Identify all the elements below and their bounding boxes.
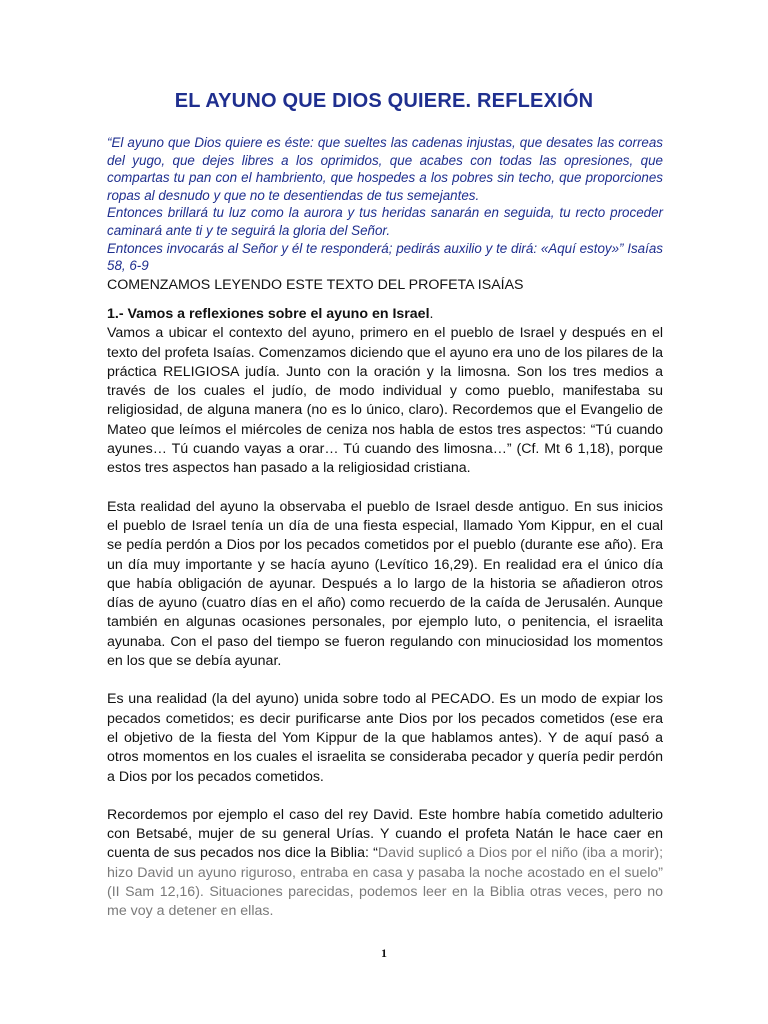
quote-line-2: Entonces brillará tu luz como la aurora y tus heridas sanarán en seguida, tu recto proceder caminará ante ti y te seguirá la gloria del Señor. [107, 205, 663, 238]
quote-line-3: Entonces invocarás al Señor y él te responderá; pedirás auxilio y te dirá: «Aquí estoy»” Isaías 58, 6-9 [107, 240, 663, 274]
paragraph-4-open-quote: “ [373, 845, 378, 862]
subheading-bold: 1.- Vamos a reflexiones sobre el ayuno en Israel [107, 306, 430, 322]
section-heading: COMENZAMOS LEYENDO ESTE TEXTO DEL PROFETA ISAÍAS [107, 277, 524, 293]
quote-line-1: “El ayuno que Dios quiere es éste: que sueltes las cadenas injustas, que desates las correas del yugo, que dejes libres a los oprimidos, que acabes con todas las opresiones, que compartas tu pan con el hambriento, que hospedes a los pobres sin techo, que proporciones ropas al desnudo y que no te desentiendas de tus semejantes. [107, 135, 663, 203]
page-number: 1 [381, 946, 387, 960]
body-text [107, 305, 663, 941]
paragraph-1: Vamos a ubicar el contexto del ayuno, primero en el pueblo de Israel y después en el texto del profeta Isaías. Comenzamos diciendo que el ayuno era uno de los pilares de la práctica RELIGIOSA judía. Junto con la oración y la limosna. Son los tres medios a través de los cuales el judío, de modo individual y como pueblo, manifestaba su religiosidad, de alguna manera (no es lo único, claro). Recordemos que el Evangelio de Mateo que leímos el miércoles de ceniza nos habla de estos tres aspectos: “Tú cuando ayunes… Tú cuando vayas a orar… Tú cuando des limosna…” (Cf. Mt 6 1,18), porque estos tres aspectos han pasado a la religiosidad cristiana. [107, 325, 663, 477]
biblical-citation: David suplicó a Dios por el niño (iba a morir); hizo David un ayuno riguroso, entraba en casa y pasaba la noche acostado en el suelo” (II Sam 12,16). Situaciones parecidas, podemos leer en la Biblia otras veces, pero no me voy a detener en ellas. [107, 845, 664, 920]
isaiah-quote [107, 134, 663, 275]
paragraph-4-text: Recordemos por ejemplo el caso del rey David. Este hombre había cometido adulterio con Betsabé, mujer de su general Urías. Y cuando el profeta Natán le hace caer en cuenta de sus pecados nos dice la Biblia: [107, 806, 663, 862]
paragraph-3: Es una realidad (la del ayuno) unida sobre todo al PECADO. Es un modo de expiar los pecados cometidos; es decir purificarse ante Dios por los pecados cometidos (ese era el objetivo de la fiesta del Yom Kippur de la que hablamos antes). Y de aquí pasó a otros momentos en los cuales el israelita se consideraba pecador y quería pedir perdón a Dios por los pecados cometidos. [107, 691, 663, 785]
subheading-1 [107, 305, 663, 324]
page-title: EL AYUNO QUE DIOS QUIERE. REFLEXIÓN [174, 90, 594, 112]
paragraph-4 [107, 806, 663, 922]
paragraph-2: Esta realidad del ayuno la observaba el pueblo de Israel desde antiguo. En sus inicios el pueblo de Israel tenía un día de una fiesta especial, llamado Yom Kippur, en el cual se pedía perdón a Dios por los pecados cometidos por el pueblo (durante ese año). Era un día muy importante y se hacía ayuno (Levítico 16,29). En realidad era el único día que había obligación de ayunar. Después a lo largo de la historia se añadieron otros días de ayuno (cuatro días en el año) como recuerdo de la caída de Jerusalén. Aunque también en algunas ocasiones personales, por ejemplo luto, o penitencia, el israelita ayunaba. Con el paso del tiempo se fueron regulando con minuciosidad los momentos en los que se debía ayunar. [107, 498, 663, 670]
subheading-suffix: . [429, 306, 434, 322]
